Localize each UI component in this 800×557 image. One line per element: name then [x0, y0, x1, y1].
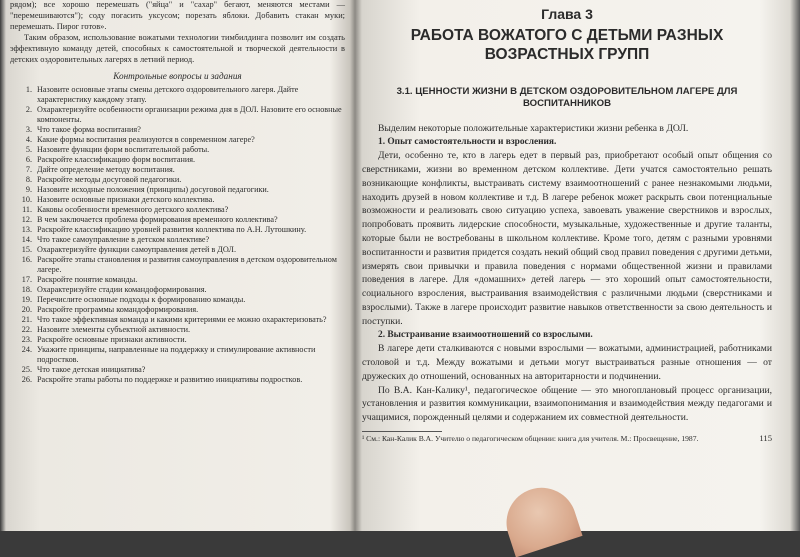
question-item	[10, 205, 345, 215]
question-text: Охарактеризуйте стадии командоформирования.	[37, 285, 207, 295]
page-number: 115	[759, 432, 772, 443]
paragraph-2: В лагере дети сталкиваются с новыми взрослыми — вожатыми, администрацией, работниками столовой и т.д. Между вожатыми и детьми могут выстраиваться разные отношения — от дружеских до отношений, основанных на авторитарности и подчинении.	[362, 343, 772, 382]
question-text: Раскройте основные признаки активности.	[37, 335, 187, 345]
question-number: 25.	[21, 365, 32, 375]
question-item	[10, 185, 345, 195]
subheading-2: 2. Выстраивание взаимоотношений со взрослыми.	[378, 329, 593, 340]
question-text: Охарактеризуйте функции самоуправления детей в ДОЛ.	[37, 245, 236, 255]
chapter-title: РАБОТА ВОЖАТОГО С ДЕТЬМИ РАЗНЫХ ВОЗРАСТНЫХ ГРУПП	[410, 27, 724, 63]
questions-heading: Контрольные вопросы и задания	[113, 71, 242, 82]
right-page	[362, 0, 772, 443]
intro-paragraph: Выделим некоторые положительные характеристики жизни ребенка в ДОЛ.	[378, 123, 689, 134]
question-item	[10, 285, 345, 295]
question-text: Раскройте программы командоформирования.	[37, 305, 199, 315]
question-number: 3.	[25, 125, 32, 135]
question-number: 13.	[21, 225, 32, 235]
question-text: Каковы особенности временного детского коллектива?	[37, 205, 229, 215]
question-number: 6.	[25, 155, 32, 165]
question-number: 5.	[25, 145, 32, 155]
question-text: Раскройте понятие команды.	[37, 275, 138, 285]
footnote-rule	[362, 431, 442, 432]
question-text: Что такое эффективная команда и какими критериями ее можно охарактеризовать?	[37, 315, 327, 325]
question-text: Что такое детская инициатива?	[37, 365, 146, 375]
question-number: 26.	[21, 375, 32, 385]
question-item	[10, 335, 345, 345]
question-number: 20.	[21, 305, 32, 315]
question-item	[10, 215, 345, 225]
question-item	[10, 195, 345, 205]
question-item	[10, 155, 345, 165]
questions-list	[10, 85, 345, 385]
question-text: Укажите принципы, направленные на поддержку и стимулирование активности подростков.	[37, 345, 316, 365]
question-number: 19.	[21, 295, 32, 305]
question-item	[10, 85, 345, 105]
question-number: 9.	[25, 185, 32, 195]
question-number: 24.	[21, 345, 32, 355]
question-text: Какие формы воспитания реализуются в современном лагере?	[37, 135, 255, 145]
question-number: 11.	[22, 205, 32, 215]
subheading-1: 1. Опыт самостоятельности и взросления.	[378, 136, 557, 147]
question-text: Раскройте методы досуговой педагогики.	[37, 175, 182, 185]
question-text: Назовите функции форм воспитательной работы.	[37, 145, 210, 155]
question-number: 14.	[21, 235, 32, 245]
left-intro-top: рядом); все хорошо перемешать ("яйца" и "сахар" бегают, меняются местами — "перемешиваются"); соду погасить уксусом; порезать яблоки. Добавить стакан муки; перемешать. Пирог готов».	[10, 0, 345, 31]
question-number: 16.	[21, 255, 32, 265]
question-text: Охарактеризуйте особенности организации режима дня в ДОЛ. Назовите его основные компоненты.	[37, 105, 342, 125]
footnote-text: ¹ См.: Кан-Калик В.А. Учителю о педагогическом общении: книга для учителя. М.: Просвещение, 1987.	[362, 433, 699, 443]
question-text: Назовите основные признаки детского коллектива.	[37, 195, 215, 205]
left-page	[10, 0, 345, 385]
question-item	[10, 175, 345, 185]
question-text: Раскройте этапы работы по поддержке и развитию инициативы подростков.	[37, 375, 303, 385]
footnote	[362, 434, 772, 444]
section-heading: 3.1. ЦЕННОСТИ ЖИЗНИ В ДЕТСКОМ ОЗДОРОВИТЕЛЬНОМ ЛАГЕРЕ ДЛЯ ВОСПИТАННИКОВ	[396, 86, 738, 109]
chapter-label: Глава 3	[541, 6, 593, 22]
question-item	[10, 275, 345, 285]
question-item	[10, 135, 345, 145]
question-item	[10, 235, 345, 245]
question-number: 15.	[21, 245, 32, 255]
question-item	[10, 225, 345, 235]
question-item	[10, 315, 345, 325]
question-number: 8.	[25, 175, 32, 185]
question-number: 10.	[21, 195, 32, 205]
question-number: 12.	[21, 215, 32, 225]
question-item	[10, 365, 345, 375]
question-text: В чем заключается проблема формирования временного коллектива?	[37, 215, 278, 225]
question-number: 2.	[25, 105, 32, 115]
question-text: Назовите элементы субъектной активности.	[37, 325, 191, 335]
question-number: 17.	[21, 275, 32, 285]
paragraph-3: По В.А. Кан-Калику¹, педагогическое общение — это многоплановый процесс организации, установления и развития коммуникации, взаимопонимания и взаимодействия между педагогами и учащимися, порожденный целями и содержанием их совместной деятельности.	[362, 384, 772, 424]
question-number: 7.	[25, 165, 32, 175]
question-number: 18.	[21, 285, 32, 295]
question-item	[10, 295, 345, 305]
question-text: Раскройте этапы становления и развития самоуправления в детском оздоровительном лагере.	[37, 255, 337, 275]
question-number: 21.	[21, 315, 32, 325]
question-text: Раскройте классификацию форм воспитания.	[37, 155, 196, 165]
question-number: 1.	[25, 85, 32, 95]
question-item	[10, 125, 345, 135]
question-text: Дайте определение методу воспитания.	[37, 165, 175, 175]
question-text: Что такое форма воспитания?	[37, 125, 141, 135]
paragraph-1: Дети, особенно те, кто в лагерь едет в первый раз, приобретают особый опыт общения со сверстниками, жизни во временном детском коллективе. Дети учатся самостоятельно решать возникающие конфликты, выстраивать систему взаимоотношений с ранее незнакомыми людьми, находить друзей в новом коллективе и т.д. В лагере ребенок может раскрыть свои потенциальные возможности и реализовать свою ситуацию успеха, завоевать уважение сверстников и взрослых, попробовать проявить лидерские способности, музыкальные, художественные и другие таланты, которые были не востребованы в школьном коллективе. Кроме того, детям с разными уровнями воспитанности и развития придется создать некий общий свод правил поведения с другими детьми, измерять свои привычки и правила поведения с нормами общественной жизни и правилами поведения в лагере. Для «домашних» детей лагерь — это хороший опыт самостоятельности, социального взросления, выстраивания взаимодействия с различными людьми (сверстниками и взрослыми). Также в лагере происходит развитие навыков ответственности за свою деятельность и поступки.	[362, 150, 772, 327]
question-item	[10, 145, 345, 155]
question-text: Назовите основные этапы смены детского оздоровительного лагеря. Дайте характеристику каждому этапу.	[37, 85, 299, 105]
question-text: Перечислите основные подходы к формированию команды.	[37, 295, 246, 305]
left-intro-paragraph: Таким образом, использование вожатыми технологии тимбилдинга позволит им создать эффективную команду детей, способных к самостоятельной и творческой деятельности в детских оздоровительных лагерях в летний период.	[10, 32, 345, 64]
question-item	[10, 345, 345, 365]
question-text: Назовите исходные положения (принципы) досуговой педагогики.	[37, 185, 269, 195]
question-number: 4.	[25, 135, 32, 145]
question-item	[10, 305, 345, 315]
question-item	[10, 245, 345, 255]
question-text: Что такое самоуправление в детском коллективе?	[37, 235, 210, 245]
question-item	[10, 255, 345, 275]
question-text: Раскройте классификацию уровней развития коллектива по А.Н. Лутошкину.	[37, 225, 307, 235]
question-number: 23.	[21, 335, 32, 345]
question-item	[10, 105, 345, 125]
finger-holding-page	[497, 479, 582, 557]
question-item	[10, 325, 345, 335]
question-number: 22.	[21, 325, 32, 335]
question-item	[10, 165, 345, 175]
question-item	[10, 375, 345, 385]
